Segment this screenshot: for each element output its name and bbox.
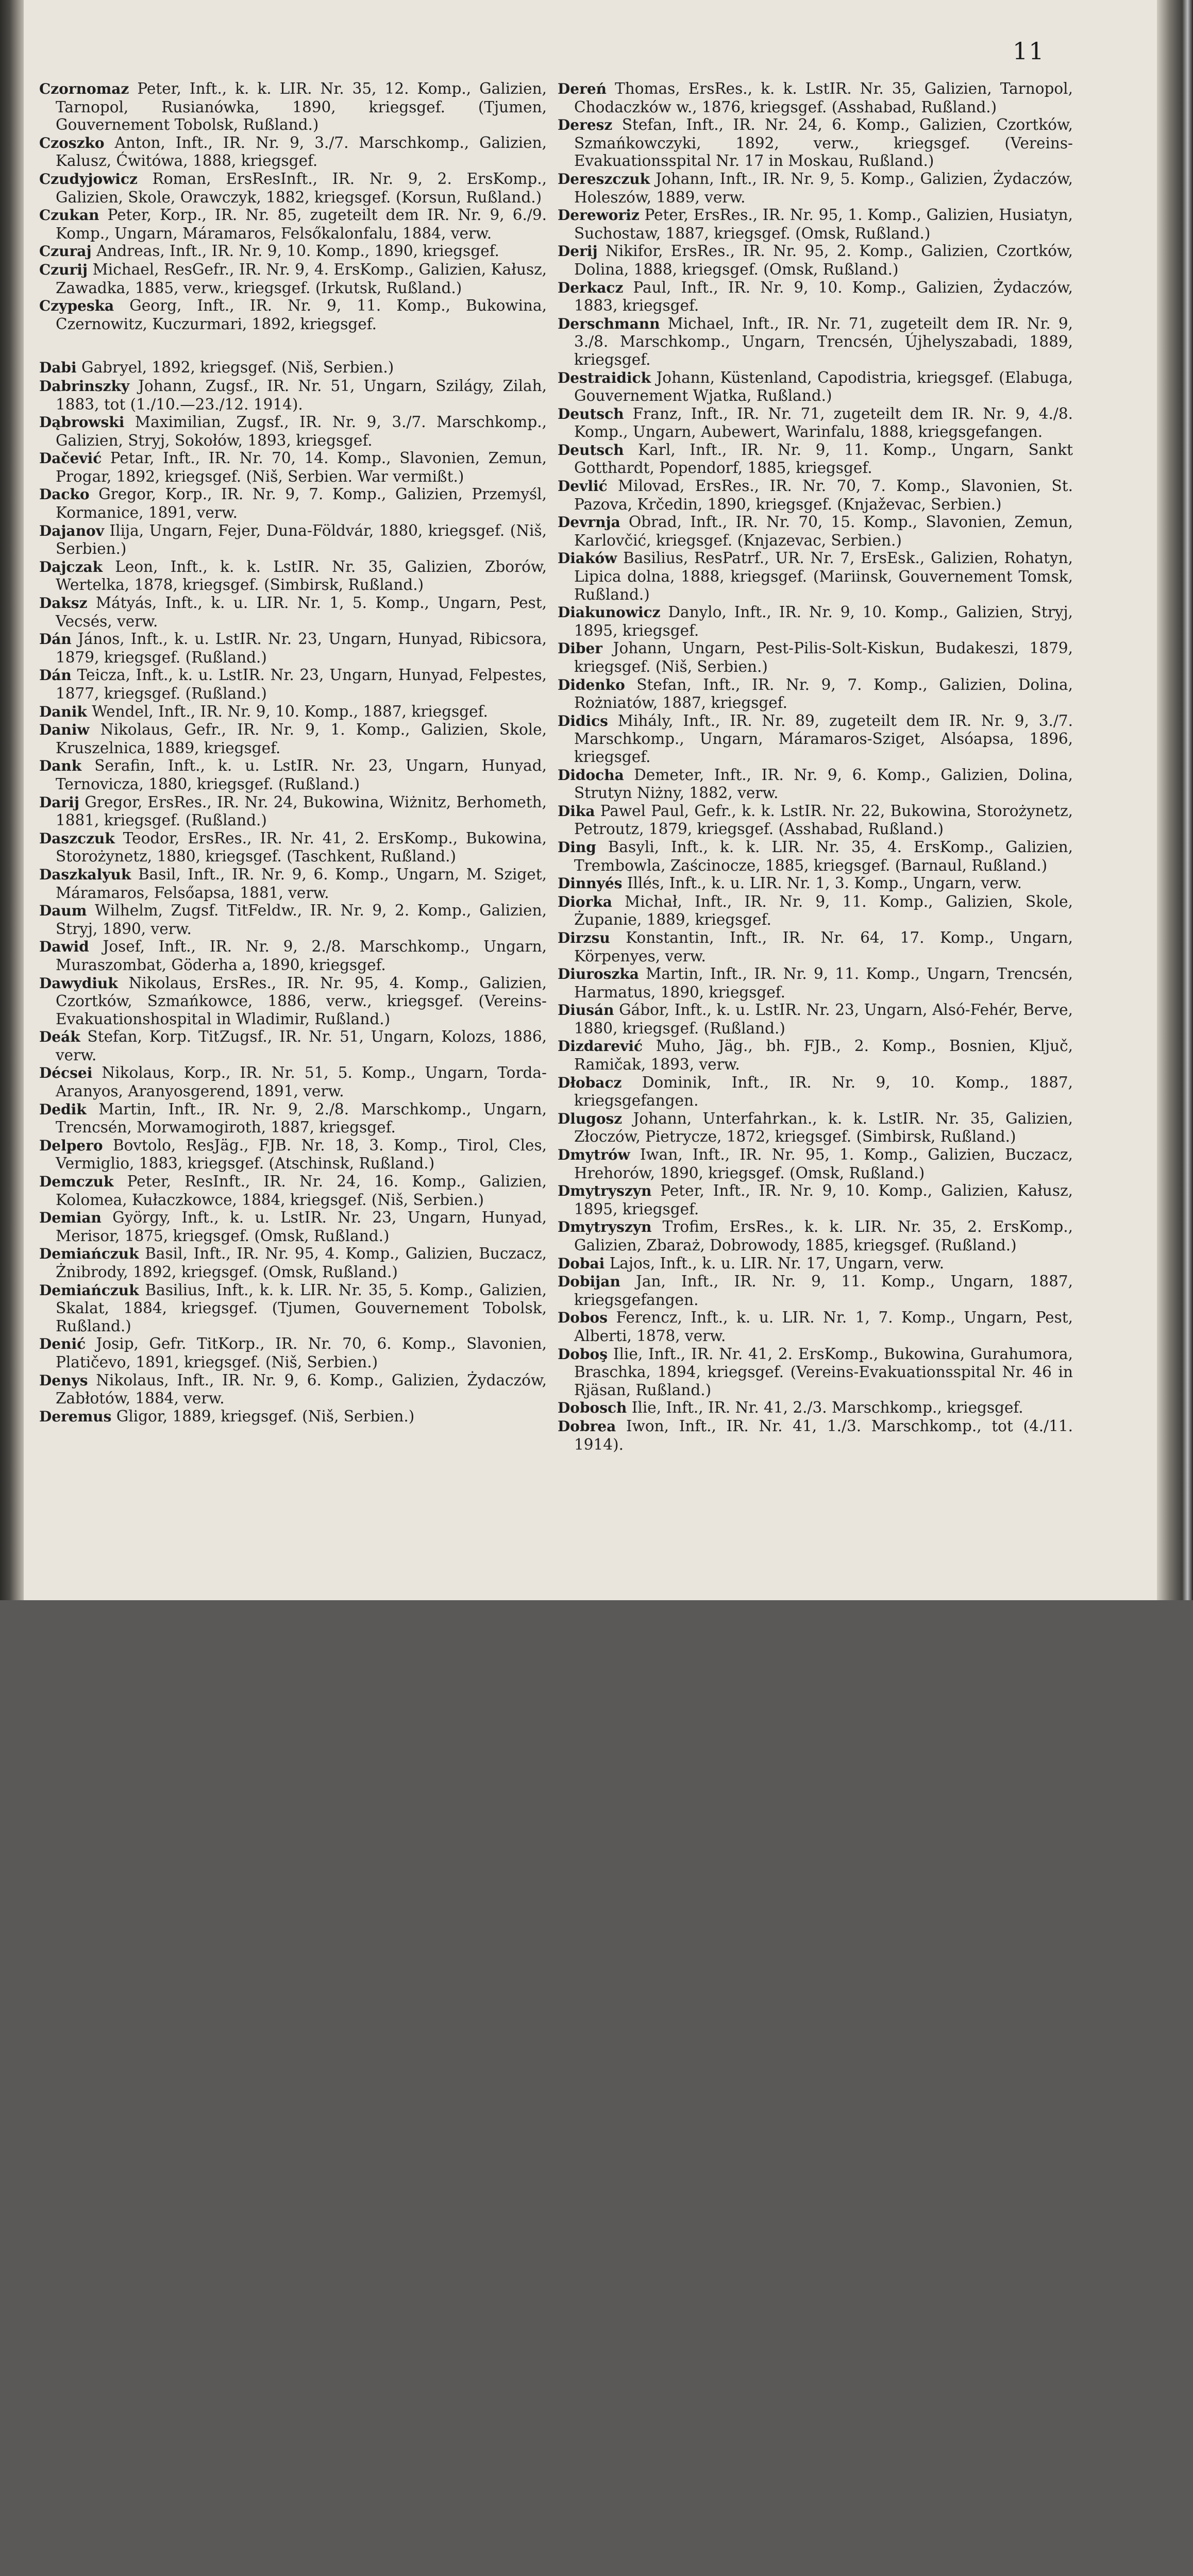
register-entry bbox=[558, 441, 1073, 477]
entry-surname: Ding bbox=[558, 838, 596, 856]
register-entry bbox=[558, 929, 1073, 965]
section-gap bbox=[39, 333, 547, 359]
entry-surname: Deremus bbox=[39, 1408, 112, 1425]
entry-surname: Daszkalyuk bbox=[39, 866, 131, 883]
entry-details: Ilie, Inft., IR. Nr. 41, 2./3. Marschkomp., kriegsgef. bbox=[627, 1399, 1023, 1417]
register-entry bbox=[558, 80, 1073, 116]
register-entry bbox=[558, 1146, 1073, 1182]
entry-surname: Diakunowicz bbox=[558, 604, 661, 621]
entry-surname: Czypeska bbox=[39, 297, 114, 315]
entry-details: Johann, Unterfahrkan., k. k. LstIR. Nr. 35, Galizien, Złoczów, Pietrycze, 1872, kriegsgef. (Simbirsk, Rußland.) bbox=[574, 1109, 1073, 1146]
entry-details: Michael, Inft., IR. Nr. 71, zugeteilt dem IR. Nr. 9, 3./8. Marschkomp., Ungarn, Trencsén, Újhelyszabadi, 1889, kriegsgef. bbox=[574, 314, 1073, 368]
entry-details: Bovtolo, ResJäg., FJB. Nr. 18, 3. Komp., Tirol, Cles, Vermiglio, 1883, kriegsgef. (Atschinsk, Rußland.) bbox=[56, 1136, 547, 1173]
entry-surname: Dajanov bbox=[39, 522, 104, 539]
register-entry bbox=[558, 1182, 1073, 1218]
entry-surname: Devlić bbox=[558, 478, 608, 495]
entry-details: Anton, Inft., IR. Nr. 9, 3./7. Marschkomp., Galizien, Kalusz, Ćwitówa, 1888, kriegsgef. bbox=[56, 133, 547, 170]
register-entry bbox=[39, 558, 547, 594]
entry-details: Dominik, Inft., IR. Nr. 9, 10. Komp., 1887, kriegsgefangen. bbox=[574, 1073, 1073, 1110]
register-entry bbox=[39, 449, 547, 485]
entry-details: Mátyás, Inft., k. u. LIR. Nr. 1, 5. Komp., Ungarn, Pest, Vecsés, verw. bbox=[56, 594, 547, 630]
register-entry bbox=[558, 874, 1073, 893]
entry-details: Stefan, Inft., IR. Nr. 9, 7. Komp., Galizien, Dolina, Rożniatów, 1887, kriegsgef. bbox=[574, 675, 1073, 712]
register-entry bbox=[558, 1037, 1073, 1073]
entry-surname: Dlugosz bbox=[558, 1110, 623, 1127]
entry-surname: Diaków bbox=[558, 550, 617, 567]
entry-surname: Dabi bbox=[39, 359, 77, 377]
entry-surname: Décsei bbox=[39, 1064, 93, 1082]
entry-surname: Dąbrowski bbox=[39, 414, 125, 431]
register-entry bbox=[39, 757, 547, 793]
entry-details: Basyli, Inft., k. k. LIR. Nr. 35, 4. ErsKomp., Galizien, Trembowla, Zaścinocze, 1885, kriegsgef. (Barnaul, Rußland.) bbox=[574, 838, 1073, 874]
entry-surname: Dacko bbox=[39, 486, 90, 503]
register-entry bbox=[39, 974, 547, 1028]
entry-surname: Deutsch bbox=[558, 405, 624, 422]
register-entry bbox=[39, 170, 547, 206]
register-entry bbox=[39, 1173, 547, 1209]
register-entry bbox=[39, 261, 547, 297]
entry-details: Martin, Inft., IR. Nr. 9, 11. Komp., Ungarn, Trencsén, Harmatus, 1890, kriegsgef. bbox=[574, 965, 1073, 1001]
entry-details: Wilhelm, Zugsf. TitFeldw., IR. Nr. 9, 2. Komp., Galizien, Stryj, 1890, verw. bbox=[56, 902, 547, 938]
register-entry bbox=[39, 902, 547, 938]
register-entry bbox=[558, 802, 1073, 838]
register-entry bbox=[39, 206, 547, 242]
register-entry bbox=[39, 80, 547, 134]
entry-surname: Czukan bbox=[39, 207, 99, 224]
register-entry bbox=[558, 838, 1073, 874]
entry-details: Gregor, ErsRes., IR. Nr. 24, Bukowina, Wiżnitz, Berhometh, 1881, kriegsgef. (Rußland.) bbox=[56, 793, 547, 829]
register-entry bbox=[558, 1001, 1073, 1037]
entry-details: Teicza, Inft., k. u. LstIR. Nr. 23, Ungarn, Hunyad, Felpestes, 1877, kriegsgef. (Rußland.) bbox=[56, 666, 547, 702]
entry-surname: Dawid bbox=[39, 938, 89, 956]
entry-surname: Dán bbox=[39, 667, 72, 684]
register-entry bbox=[39, 297, 547, 333]
entry-surname: Devrnja bbox=[558, 514, 620, 531]
register-entry bbox=[39, 594, 547, 630]
entry-details: Basilius, ResPatrf., UR. Nr. 7, ErsEsk., Galizien, Rohatyn, Lipica dolna, 1888, kriegsgef. (Mariinsk, Gouvernement Tomsk, Rußland.) bbox=[574, 549, 1073, 603]
entry-details: Nikolaus, Gefr., IR. Nr. 9, 1. Komp., Galizien, Skole, Kruszelnica, 1889, kriegsgef. bbox=[56, 721, 547, 757]
entry-details: Teodor, ErsRes., IR. Nr. 41, 2. ErsKomp., Bukowina, Storożynetz, 1880, kriegsgef. (Taschkent, Rußland.) bbox=[56, 829, 547, 866]
register-entry bbox=[558, 1399, 1073, 1417]
entry-details: Ferencz, Inft., k. u. LIR. Nr. 1, 7. Komp., Ungarn, Pest, Alberti, 1878, verw. bbox=[574, 1309, 1073, 1345]
entry-details: Thomas, ErsRes., k. k. LstIR. Nr. 35, Galizien, Tarnopol, Chodaczków w., 1876, kriegsgef. (Asshabad, Rußland.) bbox=[574, 80, 1073, 116]
entry-details: Danylo, Inft., IR. Nr. 9, 10. Komp., Galizien, Stryj, 1895, kriegsgef. bbox=[574, 603, 1073, 639]
entry-surname: Dobijan bbox=[558, 1273, 620, 1291]
entry-details: Wendel, Inft., IR. Nr. 9, 10. Komp., 1887, kriegsgef. bbox=[87, 702, 488, 720]
page-number: 11 bbox=[1013, 37, 1045, 65]
register-entry bbox=[558, 712, 1073, 766]
entry-surname: Denys bbox=[39, 1371, 88, 1389]
entry-surname: Deák bbox=[39, 1028, 80, 1046]
entry-surname: Diuroszka bbox=[558, 965, 639, 983]
entry-details: Milovad, ErsRes., IR. Nr. 70, 7. Komp., Slavonien, St. Pazova, Krčedin, 1890, kriegsgef. (Knjaževac, Serbien.) bbox=[574, 477, 1073, 513]
entry-details: Ilija, Ungarn, Fejer, Duna-Földvár, 1880, kriegsgef. (Niš, Serbien.) bbox=[56, 521, 547, 558]
entry-surname: Demczuk bbox=[39, 1173, 114, 1191]
entry-details: Gligor, 1889, kriegsgef. (Niš, Serbien.) bbox=[111, 1407, 415, 1425]
entry-surname: Didenko bbox=[558, 676, 625, 693]
register-entry bbox=[558, 369, 1073, 405]
entry-details: Basil, Inft., IR. Nr. 9, 6. Komp., Ungarn, M. Sziget, Máramaros, Felsőapsa, 1881, verw. bbox=[56, 865, 547, 902]
entry-details: Karl, Inft., IR. Nr. 9, 11. Komp., Ungarn, Sankt Gotthardt, Popendorf, 1885, kriegsgef. bbox=[574, 440, 1073, 477]
register-entry bbox=[39, 413, 547, 449]
entry-surname: Daksz bbox=[39, 595, 88, 612]
register-entry bbox=[558, 477, 1073, 513]
entry-surname: Dobrea bbox=[558, 1417, 616, 1435]
register-entry bbox=[39, 630, 547, 666]
register-entry bbox=[558, 1255, 1073, 1273]
entry-details: Roman, ErsResInft., IR. Nr. 9, 2. ErsKomp., Galizien, Skole, Orawczyk, 1882, kriegsgef. (Korsun, Rußland.) bbox=[56, 170, 547, 206]
entry-details: Mihály, Inft., IR. Nr. 89, zugeteilt dem IR. Nr. 9, 3./7. Marschkomp., Ungarn, Máramaros-Sziget, Alsóapsa, 1896, kriegsgef. bbox=[574, 711, 1073, 766]
entry-surname: Dajczak bbox=[39, 558, 103, 575]
register-entry bbox=[558, 1110, 1073, 1146]
entry-details: Johann, Inft., IR. Nr. 9, 5. Komp., Galizien, Żydaczów, Holeszów, 1889, verw. bbox=[574, 170, 1073, 206]
entry-details: Leon, Inft., k. k. LstIR. Nr. 35, Galizien, Zborów, Wertelka, 1878, kriegsgef. (Simbirsk, Rußland.) bbox=[56, 557, 547, 594]
entry-surname: Dobos bbox=[558, 1309, 608, 1327]
register-entry bbox=[558, 242, 1073, 278]
entry-surname: Diorka bbox=[558, 893, 612, 910]
entry-surname: Delpero bbox=[39, 1137, 103, 1154]
entry-details: Franz, Inft., IR. Nr. 71, zugeteilt dem IR. Nr. 9, 4./8. Komp., Ungarn, Aubewert, Warinfalu, 1888, kriegsgefangen. bbox=[574, 404, 1073, 441]
entry-details: Pawel Paul, Gefr., k. k. LstIR. Nr. 22, Bukowina, Storożynetz, Petroutz, 1879, kriegsgef. (Asshabad, Rußland.) bbox=[574, 802, 1073, 838]
register-entry bbox=[39, 1028, 547, 1064]
entry-surname: Dizdarević bbox=[558, 1038, 643, 1055]
entry-details: Peter, Inft., IR. Nr. 9, 10. Komp., Galizien, Kałusz, 1895, kriegsgef. bbox=[574, 1182, 1073, 1218]
entry-details: Nikolaus, Inft., IR. Nr. 9, 6. Komp., Galizien, Żydaczów, Zabłotów, 1884, verw. bbox=[56, 1371, 547, 1408]
entry-surname: Daniw bbox=[39, 721, 90, 739]
entry-surname: Deutsch bbox=[558, 441, 624, 459]
entry-details: Konstantin, Inft., IR. Nr. 64, 17. Komp., Ungarn, Körpenyes, verw. bbox=[574, 928, 1073, 965]
register-entry bbox=[39, 1209, 547, 1245]
entry-surname: Diusán bbox=[558, 1002, 614, 1019]
register-entry bbox=[558, 766, 1073, 802]
entry-surname: Czurij bbox=[39, 261, 88, 278]
entry-surname: Dobosch bbox=[558, 1399, 627, 1417]
register-entry bbox=[558, 1345, 1073, 1399]
entry-surname: Czornomaz bbox=[39, 80, 129, 97]
entry-details: Stefan, Korp. TitZugsf., IR. Nr. 51, Ungarn, Kolozs, 1886, verw. bbox=[56, 1028, 547, 1064]
register-entry bbox=[558, 1309, 1073, 1345]
entry-details: Obrad, Inft., IR. Nr. 70, 15. Komp., Slavonien, Zemun, Karlovčić, kriegsgef. (Knjazevac, Serbien.) bbox=[574, 513, 1073, 549]
register-entry bbox=[558, 603, 1073, 639]
entry-surname: Demian bbox=[39, 1209, 102, 1227]
register-entry bbox=[558, 116, 1073, 170]
entry-surname: Destraidick bbox=[558, 369, 651, 386]
register-entry bbox=[39, 242, 547, 261]
register-entry bbox=[558, 1074, 1073, 1110]
entry-surname: Dika bbox=[558, 802, 595, 820]
register-entry bbox=[39, 829, 547, 866]
entry-surname: Dmytrów bbox=[558, 1146, 630, 1164]
entry-surname: Didocha bbox=[558, 766, 624, 784]
entry-surname: Demiańczuk bbox=[39, 1281, 139, 1299]
entry-surname: Dirzsu bbox=[558, 929, 610, 946]
register-entry bbox=[558, 513, 1073, 549]
entry-surname: Darij bbox=[39, 793, 79, 811]
register-entry bbox=[39, 666, 547, 702]
entry-details: Gregor, Korp., IR. Nr. 9, 7. Komp., Galizien, Przemyśl, Kormanice, 1891, verw. bbox=[56, 485, 547, 522]
entry-details: Iwon, Inft., IR. Nr. 41, 1./3. Marschkomp., tot (4./11. 1914). bbox=[574, 1417, 1073, 1453]
register-entry bbox=[39, 1335, 547, 1371]
entry-details: Peter, Korp., IR. Nr. 85, zugeteilt dem IR. Nr. 9, 6./9. Komp., Ungarn, Máramaros, Felsőkalonfalu, 1884, verw. bbox=[56, 206, 547, 242]
register-entry bbox=[558, 405, 1073, 441]
entry-surname: Derschmann bbox=[558, 315, 660, 332]
entry-details: Peter, ErsRes., IR. Nr. 95, 1. Komp., Galizien, Husiatyn, Suchostaw, 1887, kriegsgef. (Omsk, Rußland.) bbox=[574, 206, 1073, 242]
register-entry bbox=[558, 1417, 1073, 1453]
entry-details: Nikolaus, Korp., IR. Nr. 51, 5. Komp., Ungarn, Torda-Aranyos, Aranyosgerend, 1891, verw. bbox=[56, 1064, 547, 1100]
entry-surname: Czuraj bbox=[39, 243, 92, 260]
register-entry bbox=[558, 639, 1073, 675]
entry-details: Michał, Inft., IR. Nr. 9, 11. Komp., Galizien, Skole, Żupanie, 1889, kriegsgef. bbox=[574, 892, 1073, 929]
entry-details: Maximilian, Zugsf., IR. Nr. 9, 3./7. Marschkomp., Galizien, Stryj, Sokołów, 1893, kriegsgef. bbox=[56, 413, 547, 449]
entry-details: Iwan, Inft., IR. Nr. 95, 1. Komp., Galizien, Buczacz, Hrehorów, 1890, kriegsgef. (Omsk, Rußland.) bbox=[574, 1146, 1073, 1182]
page-gutter-left bbox=[0, 0, 24, 1600]
entry-details: Gabryel, 1892, kriegsgef. (Niš, Serbien.) bbox=[76, 359, 394, 377]
entry-surname: Daum bbox=[39, 902, 87, 920]
entry-details: Demeter, Inft., IR. Nr. 9, 6. Komp., Galizien, Dolina, Strutyn Niżny, 1882, verw. bbox=[574, 766, 1073, 802]
entry-surname: Dereworiz bbox=[558, 207, 640, 224]
entry-surname: Daszczuk bbox=[39, 829, 115, 847]
register-entry bbox=[558, 315, 1073, 369]
register-entry bbox=[558, 1218, 1073, 1254]
entry-surname: Dmytryszyn bbox=[558, 1218, 652, 1236]
entry-surname: Demiańczuk bbox=[39, 1245, 139, 1263]
register-entry bbox=[39, 721, 547, 757]
register-entry bbox=[39, 866, 547, 902]
page-gutter-right bbox=[1157, 0, 1193, 1600]
entry-surname: Dawydiuk bbox=[39, 974, 118, 992]
entry-details: Serafin, Inft., k. u. LstIR. Nr. 23, Ungarn, Hunyad, Ternovicza, 1880, kriegsgef. (Rußland.) bbox=[56, 757, 547, 793]
entry-details: Trofim, ErsRes., k. k. LIR. Nr. 35, 2. ErsKomp., Galizien, Zbaraż, Dobrowody, 1885, kriegsgef. (Rußland.) bbox=[574, 1218, 1073, 1254]
entry-details: Ilie, Inft., IR. Nr. 41, 2. ErsKomp., Bukowina, Gurahumora, Braschka, 1894, kriegsgef. (Vereins-Evakuationsspital Nr. 46 in Rjäsan, Rußland.) bbox=[574, 1345, 1073, 1399]
entry-details: Basilius, Inft., k. k. LIR. Nr. 35, 5. Komp., Galizien, Skalat, 1884, kriegsgef. (Tjumen, Gouvernement Tobolsk, Rußland.) bbox=[56, 1281, 547, 1335]
register-entry bbox=[39, 359, 547, 377]
register-entry bbox=[558, 279, 1073, 315]
entry-details: Michael, ResGefr., IR. Nr. 9, 4. ErsKomp., Galizien, Kałusz, Zawadka, 1885, verw., kriegsgef. (Irkutsk, Rußland.) bbox=[56, 260, 547, 297]
entry-details: Josip, Gefr. TitKorp., IR. Nr. 70, 6. Komp., Slavonien, Platičevo, 1891, kriegsgef. (Niš, Serbien.) bbox=[56, 1335, 547, 1371]
entry-surname: Dedik bbox=[39, 1100, 87, 1118]
register-entry bbox=[39, 134, 547, 170]
entry-details: Paul, Inft., IR. Nr. 9, 10. Komp., Galizien, Żydaczów, 1883, kriegsgef. bbox=[574, 278, 1073, 315]
entry-surname: Dereszczuk bbox=[558, 170, 650, 188]
register-entry bbox=[558, 676, 1073, 712]
entry-surname: Dłobacz bbox=[558, 1074, 622, 1091]
entry-surname: Dán bbox=[39, 631, 72, 648]
entry-details: Illés, Inft., k. u. LIR. Nr. 1, 3. Komp., Ungarn, verw. bbox=[622, 874, 1022, 892]
viewer-footer bbox=[0, 1600, 1193, 1701]
entry-details: Johann, Ungarn, Pest-Pilis-Solt-Kiskun, Budakeszi, 1879, kriegsgef. (Niš, Serbien.) bbox=[574, 639, 1073, 675]
entry-details: Basil, Inft., IR. Nr. 95, 4. Komp., Galizien, Buczacz, Żnibrody, 1892, kriegsgef. (Omsk, Rußland.) bbox=[56, 1245, 547, 1281]
register-entry bbox=[39, 1245, 547, 1281]
entry-surname: Derij bbox=[558, 243, 598, 260]
register-entry bbox=[39, 1100, 547, 1137]
entry-details: Peter, Inft., k. k. LIR. Nr. 35, 12. Komp., Galizien, Tarnopol, Rusianówka, 1890, kriegsgef. (Tjumen, Gouvernement Tobolsk, Rußland.) bbox=[56, 80, 547, 134]
entry-surname: Derkacz bbox=[558, 279, 624, 296]
register-entry bbox=[39, 485, 547, 521]
entry-surname: Dabrinszky bbox=[39, 377, 130, 395]
register-entry bbox=[39, 938, 547, 974]
entry-surname: Denić bbox=[39, 1335, 86, 1353]
entry-details: Andreas, Inft., IR. Nr. 9, 10. Komp., 1890, kriegsgef. bbox=[91, 242, 499, 260]
register-entry bbox=[558, 893, 1073, 929]
entry-details: Johann, Küstenland, Capodistria, kriegsgef. (Elabuga, Gouvernement Wjatka, Rußland.) bbox=[574, 368, 1073, 405]
register-entry bbox=[39, 522, 547, 558]
entry-details: Josef, Inft., IR. Nr. 9, 2./8. Marschkomp., Ungarn, Muraszombat, Göderha a, 1890, kriegsgef. bbox=[56, 938, 547, 974]
entry-surname: Czoszko bbox=[39, 134, 105, 151]
entry-details: Lajos, Inft., k. u. LIR. Nr. 17, Ungarn, verw. bbox=[604, 1254, 945, 1272]
register-entry bbox=[558, 965, 1073, 1001]
entry-surname: Doboş bbox=[558, 1345, 608, 1363]
entry-surname: Dinnyés bbox=[558, 875, 623, 892]
entry-details: Georg, Inft., IR. Nr. 9, 11. Komp., Bukowina, Czernowitz, Kuczurmari, 1892, kriegsgef. bbox=[56, 297, 547, 333]
entry-details: György, Inft., k. u. LstIR. Nr. 23, Ungarn, Hunyad, Merisor, 1875, kriegsgef. (Omsk, Rußland.) bbox=[56, 1209, 547, 1245]
entry-details: Nikolaus, ErsRes., IR. Nr. 95, 4. Komp., Galizien, Czortków, Szmańkowce, 1886, verw., kriegsgef. (Vereins-Evakuationshospital in Wladimir, Rußland.) bbox=[56, 974, 547, 1028]
register-entry bbox=[558, 170, 1073, 206]
entry-surname: Dereń bbox=[558, 80, 607, 97]
entry-details: Gábor, Inft., k. u. LstIR. Nr. 23, Ungarn, Alsó-Fehér, Berve, 1880, kriegsgef. (Rußland.) bbox=[574, 1001, 1073, 1037]
register-entry bbox=[39, 1408, 547, 1426]
entry-surname: Czudyjowicz bbox=[39, 170, 138, 188]
register-entry bbox=[39, 1371, 547, 1408]
register-entry bbox=[558, 1273, 1073, 1309]
register-entry bbox=[39, 703, 547, 721]
entry-details: Jan, Inft., IR. Nr. 9, 11. Komp., Ungarn, 1887, kriegsgefangen. bbox=[574, 1273, 1073, 1309]
entry-details: János, Inft., k. u. LstIR. Nr. 23, Ungarn, Hunyad, Ribicsora, 1879, kriegsgef. (Rußland.) bbox=[56, 630, 547, 666]
entry-surname: Dmytryszyn bbox=[558, 1182, 652, 1200]
entry-surname: Dačević bbox=[39, 450, 102, 467]
register-entry bbox=[558, 206, 1073, 242]
entry-surname: Diber bbox=[558, 640, 603, 657]
register-entry bbox=[558, 549, 1073, 603]
entry-surname: Dank bbox=[39, 757, 82, 775]
entry-surname: Didics bbox=[558, 712, 608, 730]
entry-details: Johann, Zugsf., IR. Nr. 51, Ungarn, Szilágy, Zilah, 1883, tot (1./10.—23./12. 1914). bbox=[56, 377, 547, 413]
register-entry bbox=[39, 793, 547, 829]
register-entry bbox=[39, 1281, 547, 1335]
entry-surname: Danik bbox=[39, 703, 87, 720]
entry-details: Peter, ResInft., IR. Nr. 24, 16. Komp., Galizien, Kolomea, Kułaczkowce, 1884, kriegsgef. (Niš, Serbien.) bbox=[56, 1173, 547, 1209]
entry-details: Muho, Jäg., bh. FJB., 2. Komp., Bosnien, Ključ, Ramičak, 1893, verw. bbox=[574, 1037, 1073, 1074]
entry-details: Martin, Inft., IR. Nr. 9, 2./8. Marschkomp., Ungarn, Trencsén, Morwamogiroth, 1887, kriegsgef. bbox=[56, 1100, 547, 1137]
left-column bbox=[39, 80, 547, 1426]
entry-surname: Dobai bbox=[558, 1255, 605, 1272]
right-column bbox=[558, 80, 1073, 1453]
register-entry bbox=[39, 1137, 547, 1173]
register-entry bbox=[39, 377, 547, 413]
entry-details: Nikifor, ErsRes., IR. Nr. 95, 2. Komp., Galizien, Czortków, Dolina, 1888, kriegsgef. (Omsk, Rußland.) bbox=[574, 242, 1073, 278]
register-entry bbox=[39, 1064, 547, 1100]
entry-details: Stefan, Inft., IR. Nr. 24, 6. Komp., Galizien, Czortków, Szmańkowczyki, 1892, verw., kriegsgef. (Vereins-Evakuationsspital Nr. 17 in Moskau, Rußland.) bbox=[574, 116, 1073, 170]
entry-details: Petar, Inft., IR. Nr. 70, 14. Komp., Slavonien, Zemun, Progar, 1892, kriegsgef. (Niš, Serbien. War vermißt.) bbox=[56, 449, 547, 485]
entry-surname: Deresz bbox=[558, 116, 613, 134]
